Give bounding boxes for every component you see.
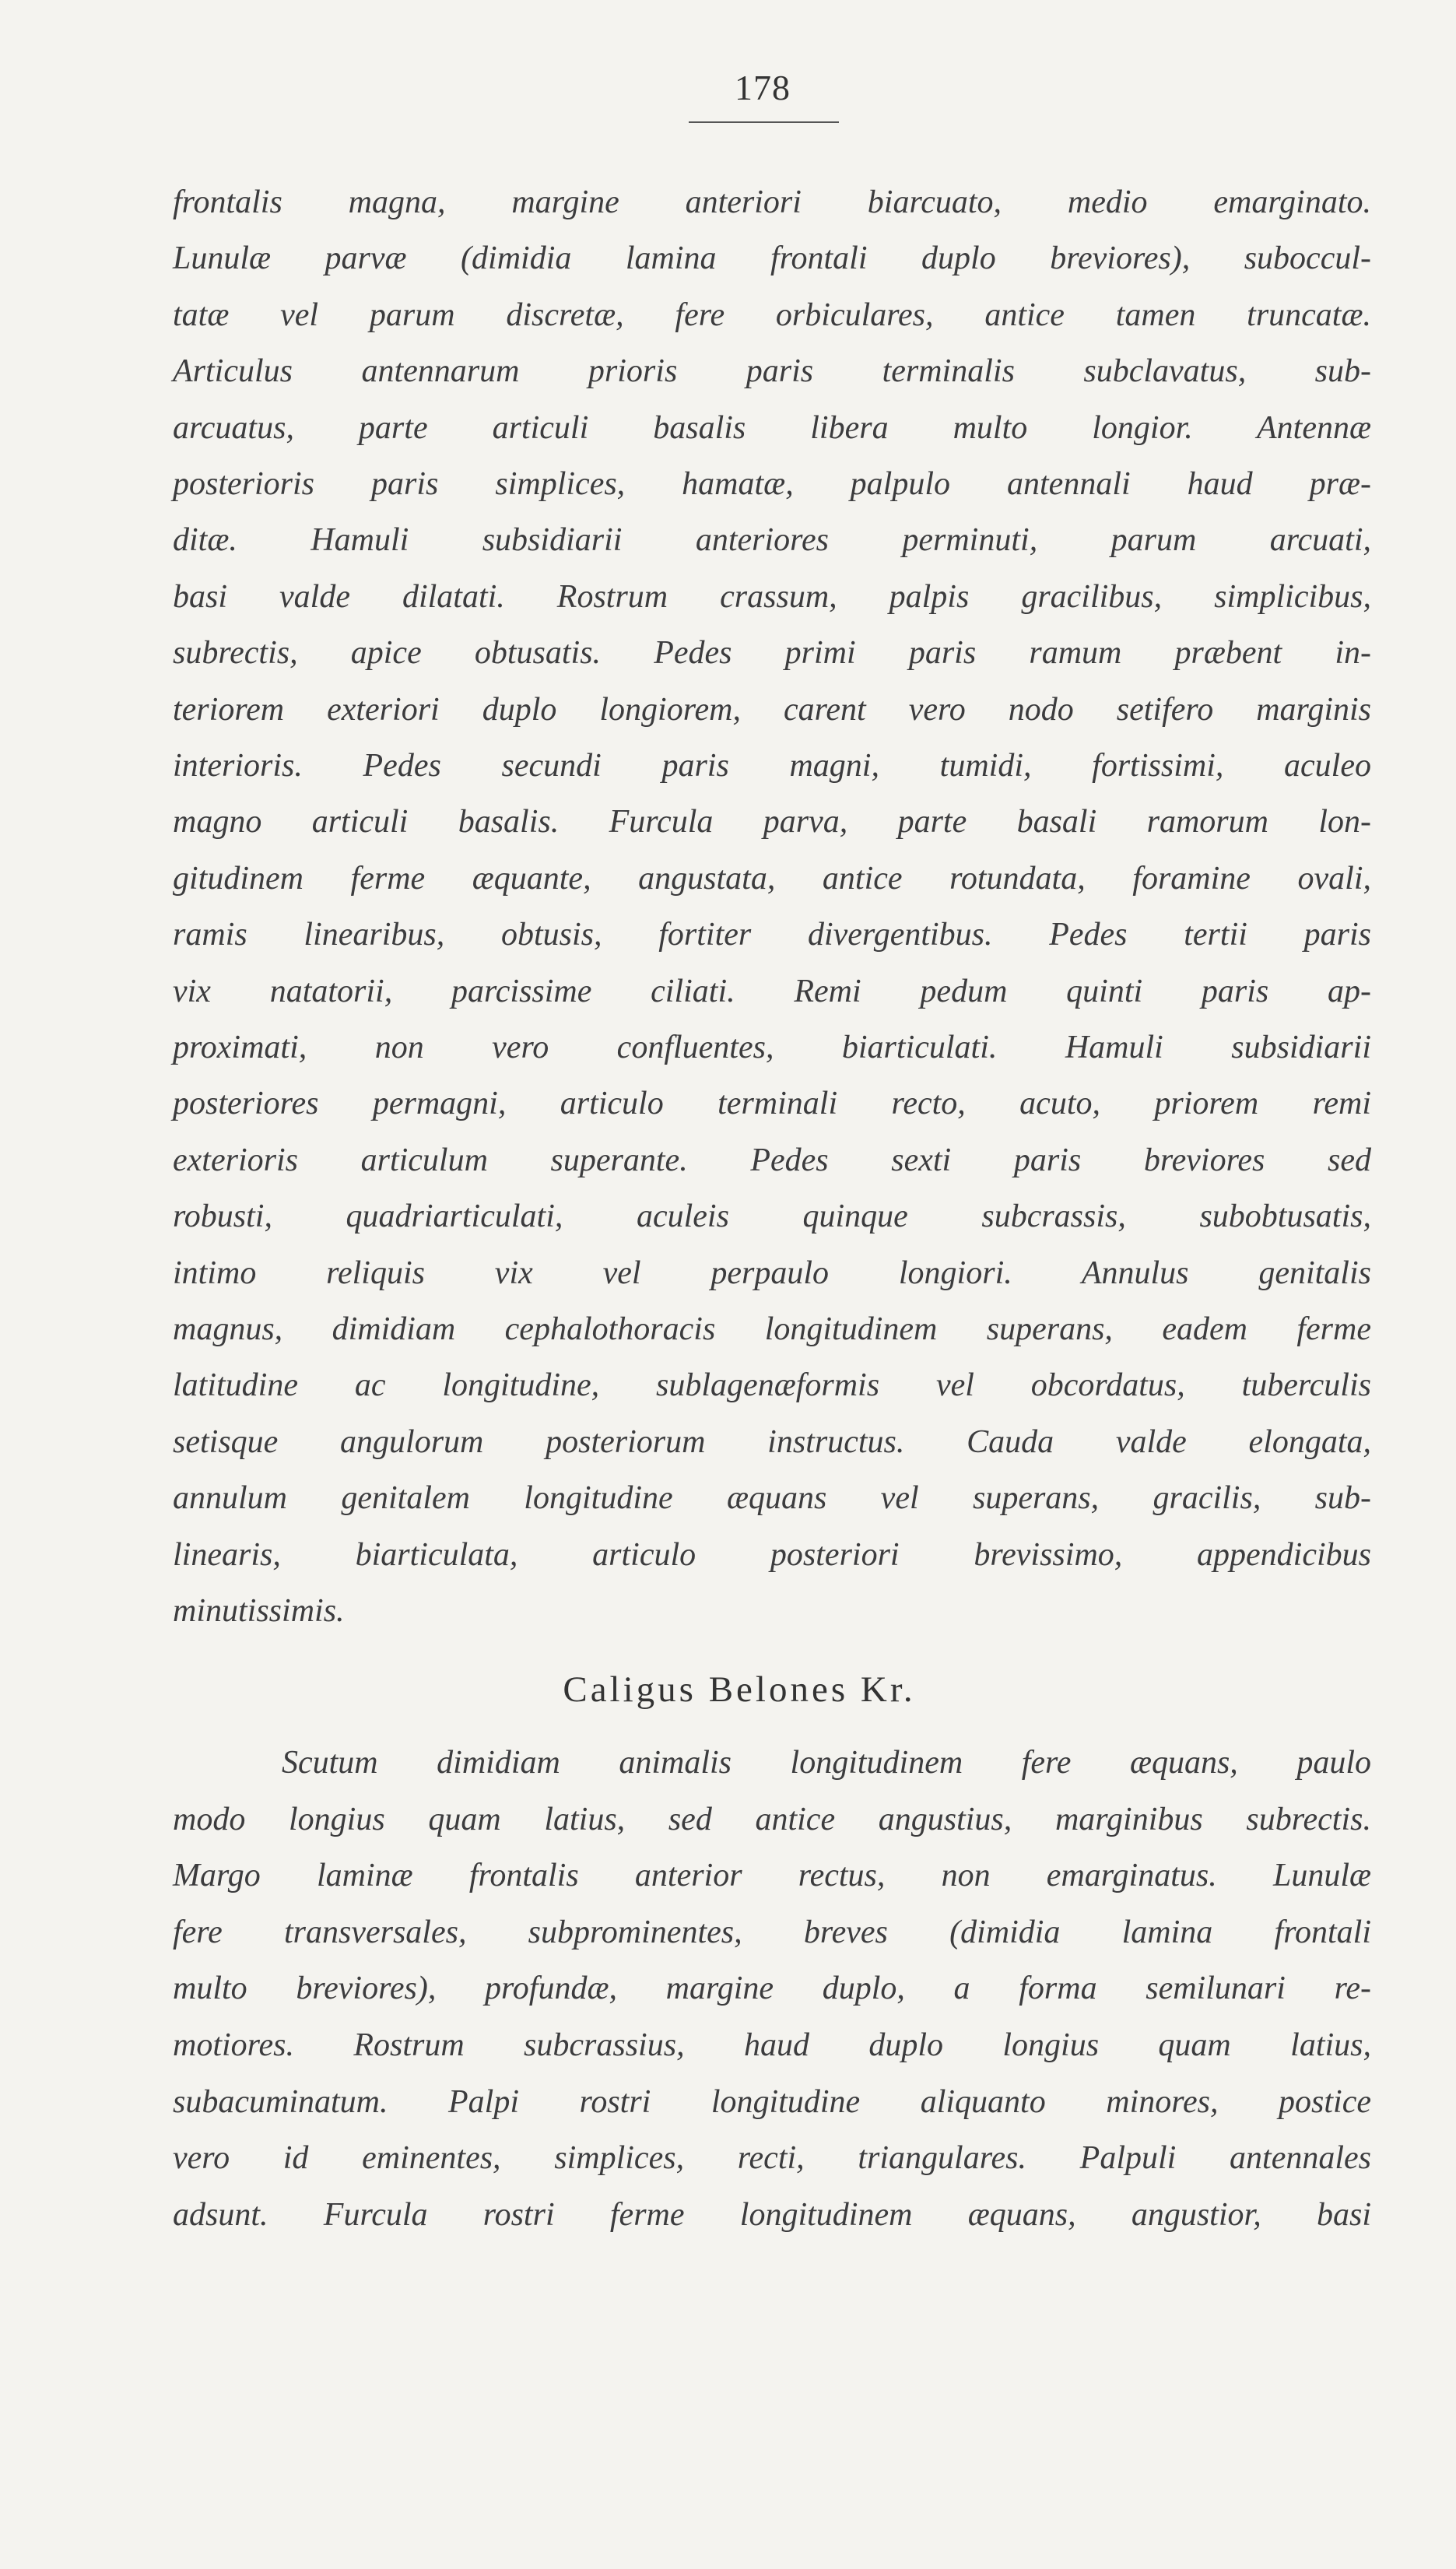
text-line: gitudinem ferme æquante, angustata, antice rotundata, foramine ovali, <box>173 860 1371 897</box>
text-line: tatæ vel parum discretæ, fere orbiculares, antice tamen truncatæ. <box>173 297 1371 333</box>
text-line: Articulus antennarum prioris paris terminalis subclavatus, sub- <box>173 353 1371 390</box>
page-number-rule <box>689 121 839 123</box>
text-line: motiores. Rostrum subcrassius, haud duplo longius quam latius, <box>173 2027 1371 2063</box>
text-line: fere transversales, subprominentes, breves (dimidia lamina frontali <box>173 1914 1371 1950</box>
text-line: linearis, biarticulata, articulo posteriori brevissimo, appendicibus <box>173 1536 1371 1573</box>
text-line: latitudine ac longitudine, sublagenæformis vel obcordatus, tuberculis <box>173 1367 1371 1404</box>
text-line: setisque angulorum posteriorum instructus. Cauda valde elongata, <box>173 1423 1371 1460</box>
text-line: proximati, non vero confluentes, biarticulati. Hamuli subsidiarii <box>173 1030 1371 1065</box>
text-line: modo longius quam latius, sed antice angustius, marginibus subrectis. <box>173 1801 1371 1837</box>
text-line: posteriores permagni, articulo terminali recto, acuto, priorem remi <box>173 1086 1371 1122</box>
text-line: subacuminatum. Palpi rostri longitudine aliquanto minores, postice <box>173 2083 1371 2120</box>
text-line: exterioris articulum superante. Pedes sexti paris breviores sed <box>173 1142 1371 1178</box>
text-line: vero id eminentes, simplices, recti, triangulares. Palpuli antennales <box>173 2140 1371 2177</box>
text-line: interioris. Pedes secundi paris magni, tumidi, fortissimi, aculeo <box>173 748 1371 784</box>
text-line: subrectis, apice obtusatis. Pedes primi paris ramum præbent in- <box>173 635 1371 672</box>
text-line: basi valde dilatati. Rostrum crassum, palpis gracilibus, simplicibus, <box>173 578 1371 615</box>
text-line: ditæ. Hamuli subsidiarii anteriores perminuti, parum arcuati, <box>173 522 1371 559</box>
text-line: ramis linearibus, obtusis, fortiter divergentibus. Pedes tertii paris <box>173 917 1371 953</box>
text-line: arcuatus, parte articuli basalis libera multo longior. Antennæ <box>173 409 1371 446</box>
text-line: minutissimis. <box>173 1593 345 1629</box>
text-line: multo breviores), profundæ, margine duplo, a forma semilunari re- <box>173 1971 1371 2007</box>
section-heading: Caligus Belones Kr. <box>563 1669 916 1710</box>
text-line: intimo reliquis vix vel perpaulo longiori. Annulus genitalis <box>173 1255 1371 1291</box>
text-line: posterioris paris simplices, hamatæ, palpulo antennali haud præ- <box>173 466 1371 502</box>
text-line: Lunulæ parvæ (dimidia lamina frontali duplo breviores), suboccul- <box>173 240 1371 277</box>
text-line: vix natatorii, parcissime ciliati. Remi pedum quinti paris ap- <box>173 973 1371 1009</box>
text-line: Margo laminæ frontalis anterior rectus, non emarginatus. Lunulæ <box>173 1858 1371 1894</box>
text-line: magnus, dimidiam cephalothoracis longitudinem superans, eadem ferme <box>173 1311 1371 1347</box>
text-line: Scutum dimidiam animalis longitudinem fere æquans, paulo <box>282 1745 1371 1781</box>
text-line: robusti, quadriarticulati, aculeis quinque subcrassis, subobtusatis, <box>173 1199 1371 1235</box>
text-line: magno articuli basalis. Furcula parva, parte basali ramorum lon- <box>173 804 1371 841</box>
page-number: 178 <box>735 68 791 107</box>
text-line: teriorem exteriori duplo longiorem, carent vero nodo setifero marginis <box>173 691 1371 728</box>
text-line: annulum genitalem longitudine æquans vel superans, gracilis, sub- <box>173 1480 1371 1517</box>
text-line: adsunt. Furcula rostri ferme longitudinem æquans, angustior, basi <box>173 2196 1371 2233</box>
text-line: frontalis magna, margine anteriori biarcuato, medio emarginato. <box>173 184 1371 220</box>
